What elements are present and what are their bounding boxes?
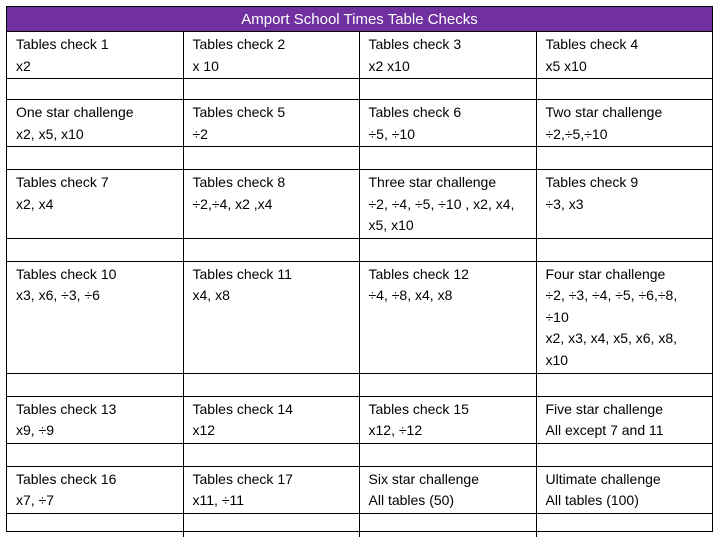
cell-heading: Tables check 1 <box>16 36 109 52</box>
cell-tables: x 10 <box>192 57 219 74</box>
check-cell <box>183 32 359 79</box>
check-cell <box>536 170 712 239</box>
spacer-row <box>7 373 712 396</box>
cell-heading: Tables check 11 <box>192 265 292 282</box>
cell-heading: One star challenge <box>16 104 134 120</box>
spacer-row <box>7 238 712 261</box>
cell-heading: Tables check 14 <box>192 400 293 417</box>
cell-tables: ÷2,÷4, x2 ,x4 <box>192 195 273 212</box>
cell-heading: Tables check 12 <box>368 265 469 282</box>
challenge-cell <box>536 261 712 373</box>
cell-heading: Tables check 2 <box>192 36 286 52</box>
cell-heading: Tables check 5 <box>192 104 286 120</box>
cell-heading: Three star challenge <box>368 174 497 190</box>
cell-heading: Tables check 17 <box>192 470 293 487</box>
check-cell <box>183 170 359 239</box>
cell-heading: Tables check 4 <box>545 36 639 52</box>
table-row <box>7 466 712 513</box>
check-cell <box>183 261 359 373</box>
challenge-cell <box>359 466 536 513</box>
spacer-row <box>7 443 712 466</box>
table-row <box>7 100 712 147</box>
cell-tables: x9, ÷9 <box>16 422 55 438</box>
cell-tables: All tables (100) <box>545 492 639 508</box>
cell-tables: ÷5, ÷10 <box>368 125 416 142</box>
check-cell <box>359 261 536 373</box>
check-cell <box>359 32 536 79</box>
cell-heading: Six star challenge <box>368 470 480 487</box>
challenge-cell <box>536 100 712 147</box>
cell-tables: x2 <box>16 57 31 74</box>
cell-tables: x4, x8 <box>192 287 230 303</box>
cell-tables: ÷3, x3 <box>545 195 584 212</box>
times-table-grid <box>7 32 712 537</box>
cell-tables: x5 x10 <box>545 57 587 74</box>
table-row <box>7 32 712 79</box>
cell-tables: All except 7 and 11 <box>545 422 664 438</box>
cell-heading: Tables check 13 <box>16 400 117 417</box>
cell-heading: Tables check 15 <box>368 400 469 417</box>
cell-tables: ÷2, ÷4, ÷5, ÷10 , x2, x4, x5, x10 <box>368 195 515 233</box>
check-cell <box>359 100 536 147</box>
cell-tables: x3, x6, ÷3, ÷6 <box>16 287 100 303</box>
cell-heading: Tables check 6 <box>368 104 462 120</box>
check-cell <box>7 32 183 79</box>
check-cell <box>7 466 183 513</box>
table-row <box>7 396 712 443</box>
sheet-title: Amport School Times Table Checks <box>7 7 712 32</box>
table-row <box>7 261 712 373</box>
cell-heading: Tables check 8 <box>192 174 286 190</box>
cell-heading: Ultimate challenge <box>545 470 661 487</box>
check-cell <box>183 396 359 443</box>
challenge-cell <box>536 466 712 513</box>
challenge-cell <box>359 170 536 239</box>
check-cell <box>7 261 183 373</box>
cell-tables: All tables (50) <box>368 492 455 508</box>
cell-tables: ÷2 <box>192 125 208 142</box>
cell-tables: x12 <box>192 422 216 438</box>
spacer-row <box>7 513 712 537</box>
cell-heading: Tables check 10 <box>16 265 117 282</box>
check-cell <box>359 396 536 443</box>
cell-heading: Tables check 3 <box>368 36 462 52</box>
challenge-cell <box>536 396 712 443</box>
cell-tables: ÷4, ÷8, x4, x8 <box>368 287 453 303</box>
check-cell <box>7 100 183 147</box>
cell-tables-multiply: x2, x3, x4, x5, x6, x8, x10 <box>545 330 678 368</box>
cell-tables: x2, x4 <box>16 195 54 212</box>
check-cell <box>183 466 359 513</box>
check-cell <box>7 170 183 239</box>
cell-heading: Tables check 16 <box>16 470 117 487</box>
table-row <box>7 170 712 239</box>
cell-tables: x11, ÷11 <box>192 492 245 508</box>
cell-tables: ÷2, ÷3, ÷4, ÷5, ÷6,÷8, ÷10 <box>545 287 678 325</box>
cell-heading: Tables check 7 <box>16 174 109 190</box>
cell-heading: Two star challenge <box>545 104 663 120</box>
cell-tables: ÷2,÷5,÷10 <box>545 125 608 142</box>
check-cell <box>536 32 712 79</box>
cell-heading: Five star challenge <box>545 400 664 417</box>
cell-tables: x2, x5, x10 <box>16 125 84 142</box>
check-cell <box>7 396 183 443</box>
cell-tables: x12, ÷12 <box>368 422 423 438</box>
spacer-row <box>7 79 712 100</box>
spacer-row <box>7 147 712 170</box>
check-cell <box>183 100 359 147</box>
cell-tables: x7, ÷7 <box>16 492 55 508</box>
cell-tables: x2 x10 <box>368 57 410 74</box>
times-table-sheet <box>6 6 713 532</box>
cell-heading: Four star challenge <box>545 265 666 282</box>
cell-heading: Tables check 9 <box>545 174 639 190</box>
